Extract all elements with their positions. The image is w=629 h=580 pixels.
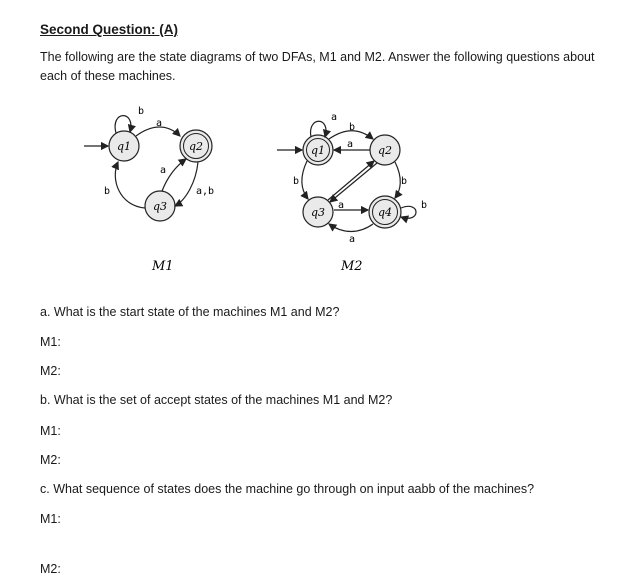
m2-caption: M2 bbox=[341, 259, 363, 274]
question-heading: Second Question: (A) bbox=[40, 22, 178, 37]
answer-b-m1: M1: bbox=[40, 424, 61, 438]
m2-label-q4-loop: b bbox=[421, 200, 428, 211]
m2-edge-q4-q3 bbox=[329, 224, 373, 232]
m2-q4-label: q4 bbox=[377, 206, 393, 219]
question-b: b. What is the set of accept states of the machines M1 and M2? bbox=[40, 393, 393, 407]
dfa-m2-diagram bbox=[275, 100, 445, 280]
m2-label-q1-q2: b bbox=[349, 122, 356, 133]
m1-q1-label: q1 bbox=[116, 140, 132, 153]
m1-label-q2-q3: a bbox=[160, 165, 167, 176]
dfa-m1-diagram bbox=[80, 100, 240, 280]
m1-label-q2-q3-ab: a,b bbox=[196, 186, 215, 197]
m1-label-q1-loop: b bbox=[138, 106, 145, 117]
question-a: a. What is the start state of the machines M1 and M2? bbox=[40, 305, 340, 319]
m1-q2-label: q2 bbox=[188, 140, 204, 153]
m2-label-q2-q1: a bbox=[347, 139, 354, 150]
answer-a-m1: M1: bbox=[40, 335, 61, 349]
answer-c-m1: M1: bbox=[40, 512, 61, 526]
m2-label-q3-q4: a bbox=[338, 200, 345, 211]
m2-label-q2-q4: b bbox=[401, 176, 408, 187]
answer-b-m2: M2: bbox=[40, 453, 61, 467]
m2-edge-q1-q3 bbox=[302, 161, 308, 199]
m1-label-q1-q2: a bbox=[156, 118, 163, 129]
m2-q3-label: q3 bbox=[310, 206, 326, 219]
m2-label-q1-loop: a bbox=[331, 112, 338, 123]
m1-caption: M1 bbox=[152, 259, 174, 274]
answer-c-m2: M2: bbox=[40, 562, 61, 576]
m1-q3-label: q3 bbox=[152, 200, 168, 213]
m1-edge-q3-q1 bbox=[115, 162, 145, 208]
m2-q4-loop bbox=[401, 206, 416, 218]
m2-edge-q2-q4 bbox=[395, 162, 400, 198]
m2-label-q4-q3: a bbox=[349, 234, 356, 245]
m1-label-q3-q1: b bbox=[104, 186, 111, 197]
m1-edge-q2-q3 bbox=[175, 162, 198, 206]
m2-q1-label: q1 bbox=[310, 144, 326, 157]
question-c: c. What sequence of states does the machine go through on input aabb of the machines? bbox=[40, 482, 535, 496]
m2-q2-label: q2 bbox=[377, 144, 393, 157]
answer-a-m2: M2: bbox=[40, 364, 61, 378]
intro-paragraph: The following are the state diagrams of two DFAs, M1 and M2. Answer the following questions about each of these machines. bbox=[40, 50, 595, 83]
m2-edge-q3-q2 bbox=[328, 161, 374, 200]
m2-label-q1-q3: b bbox=[293, 176, 300, 187]
m2-edge-q2-q3 bbox=[330, 163, 377, 202]
m1-q1-loop bbox=[115, 116, 131, 133]
